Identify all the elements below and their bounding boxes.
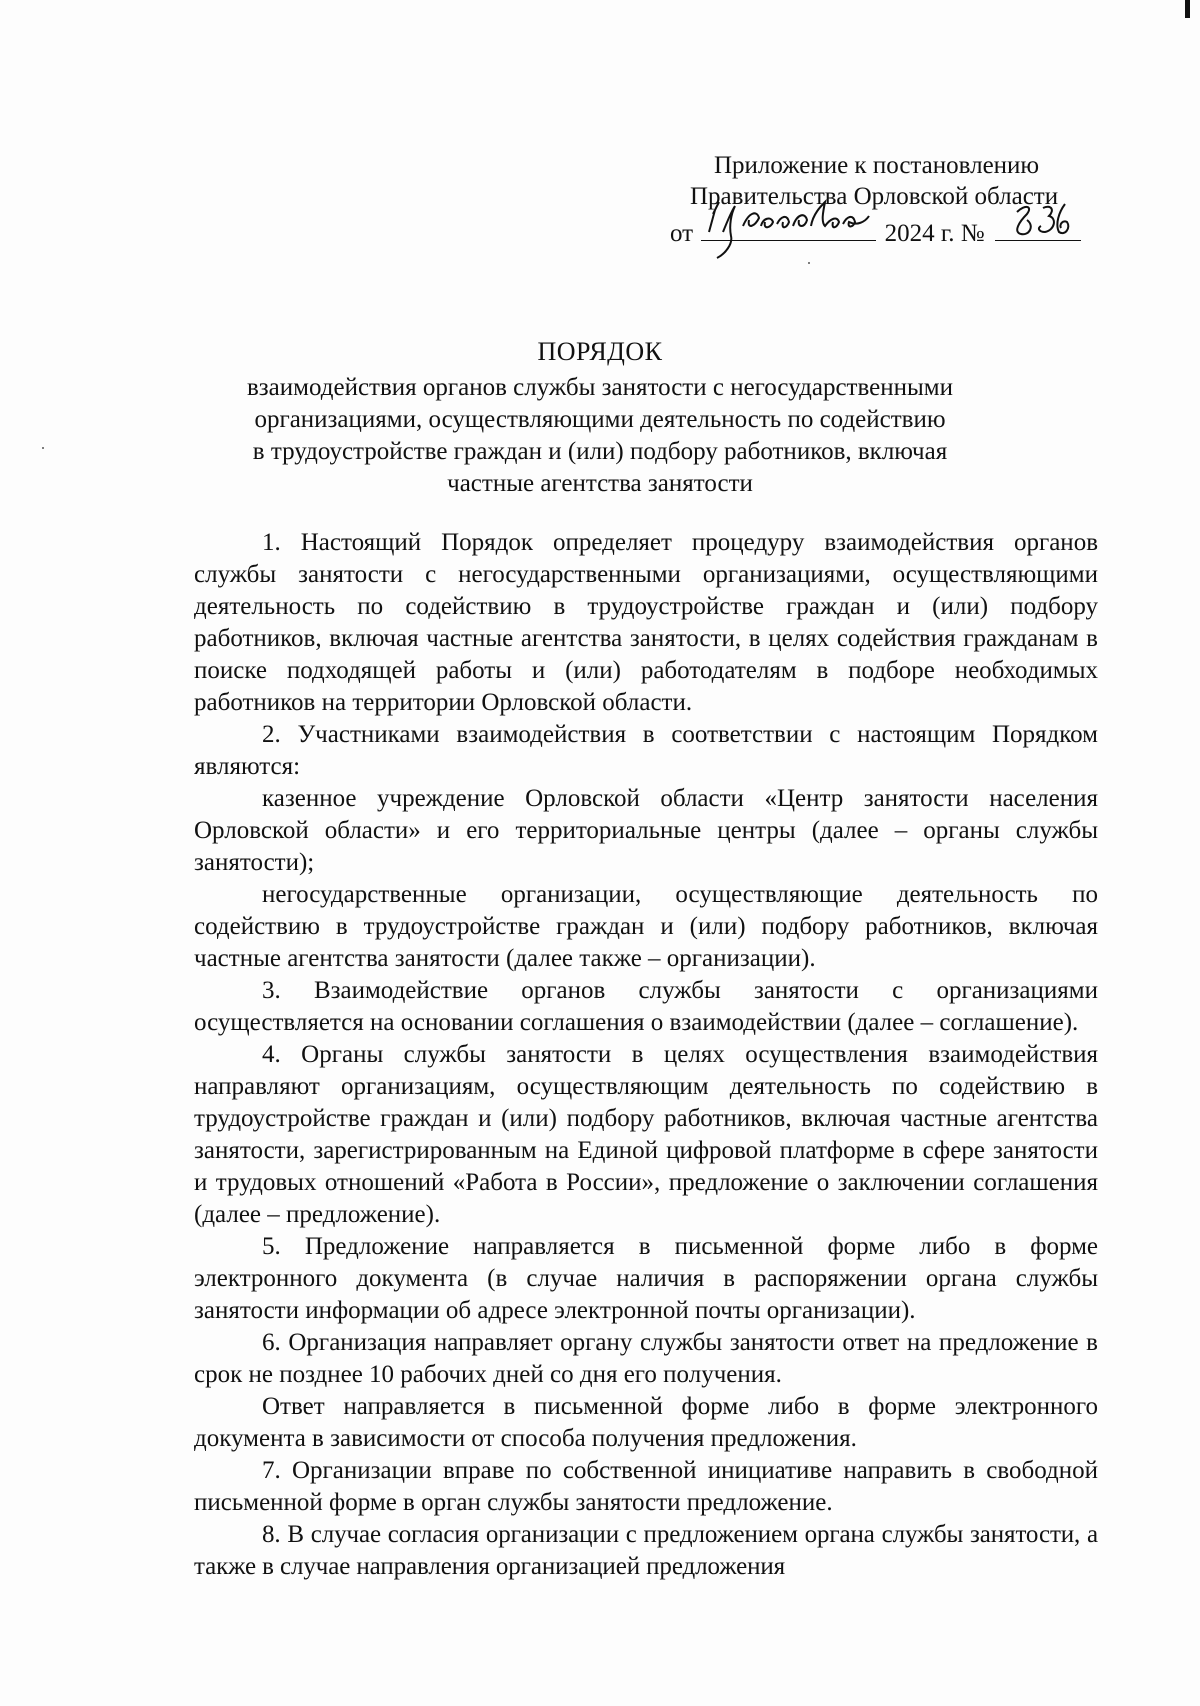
document-body: [194, 527, 1098, 1583]
appendix-line-1: Приложение к постановлению: [714, 152, 1040, 179]
document-title-block: [160, 336, 1040, 500]
title-subtitle-line-4: частные агентства занятости: [447, 470, 753, 497]
title-subtitle-line-2: организациями, осуществляющими деятельность по содействию: [254, 406, 946, 433]
paragraph-3: 3. Взаимодействие органов службы занятости с организациями осуществляется на основании соглашения о взаимодействии (далее – соглашение).: [194, 977, 1098, 1036]
paragraph-2-participant-2: негосударственные организации, осуществляющие деятельность по содействию в трудоустройстве граждан и (или) подбору работников, включая частные агентства занятости (далее также – организации).: [194, 881, 1098, 972]
paragraph-2-participant-1: казенное учреждение Орловской области «Центр занятости населения Орловской области» и его территориальные центры (далее – органы службы занятости);: [194, 785, 1098, 876]
paragraph-6: 6. Организация направляет органу службы занятости ответ на предложение в срок не позднее 10 рабочих дней со дня его получения.: [194, 1329, 1098, 1388]
handwritten-date-signature: [701, 212, 876, 241]
paragraph-2: 2. Участниками взаимодействия в соответствии с настоящим Порядком являются:: [194, 721, 1098, 780]
scan-speck: [42, 447, 44, 449]
paragraph-7: 7. Организации вправе по собственной инициативе направить в свободной письменной форме в орган службы занятости предложение.: [194, 1457, 1098, 1516]
paragraph-8: 8. В случае согласия организации с предложением органа службы занятости, а также в случае направления организацией предложения: [194, 1521, 1098, 1580]
appendix-line-2: Правительства Орловской области: [690, 183, 1059, 210]
appendix-year-number-label: 2024 г. №: [884, 220, 985, 247]
handwritten-number-signature: [995, 212, 1081, 241]
document-heading: ПОРЯДОК: [537, 337, 663, 366]
appendix-line-3: [670, 212, 1110, 249]
handwritten-number-ink: [995, 192, 1085, 252]
paragraph-1: 1. Настоящий Порядок определяет процедуру взаимодействия органов службы занятости с негосударственными организациями, осуществляющими деятельность по содействию в трудоустройстве граждан и (или) подбору работников, включая частные агентства занятости, в целях содействия гражданам в поиске подходящей работы и (или) работодателям в подборе необходимых работников на территории Орловской области.: [194, 529, 1098, 716]
paragraph-5: 5. Предложение направляется в письменной форме либо в форме электронного документа (в случае наличия в распоряжении органа службы занятости информации об адресе электронной почты организации).: [194, 1233, 1098, 1324]
appendix-header: [670, 150, 1110, 249]
title-subtitle-line-1: взаимодействия органов службы занятости с негосударственными: [247, 374, 953, 401]
appendix-date-prefix: от: [670, 220, 694, 247]
paragraph-6-continued: Ответ направляется в письменной форме либо в форме электронного документа в зависимости от способа получения предложения.: [194, 1393, 1098, 1452]
title-subtitle-line-3: в трудоустройстве граждан и (или) подбору работников, включая: [252, 438, 948, 465]
paragraph-4: 4. Органы службы занятости в целях осуществления взаимодействия направляют организациям, осуществляющим деятельность по содействию в трудоустройстве граждан и (или) подбору работников, включая частные агентства занятости, зарегистрированным на Единой цифровой платформе в сфере занятости и трудовых отношений «Работа в России», предложение о заключении соглашения (далее – предложение).: [194, 1041, 1098, 1228]
scan-edge-mark: [1185, 0, 1190, 18]
scan-speck: [808, 262, 810, 264]
handwritten-date-ink: [701, 192, 881, 262]
